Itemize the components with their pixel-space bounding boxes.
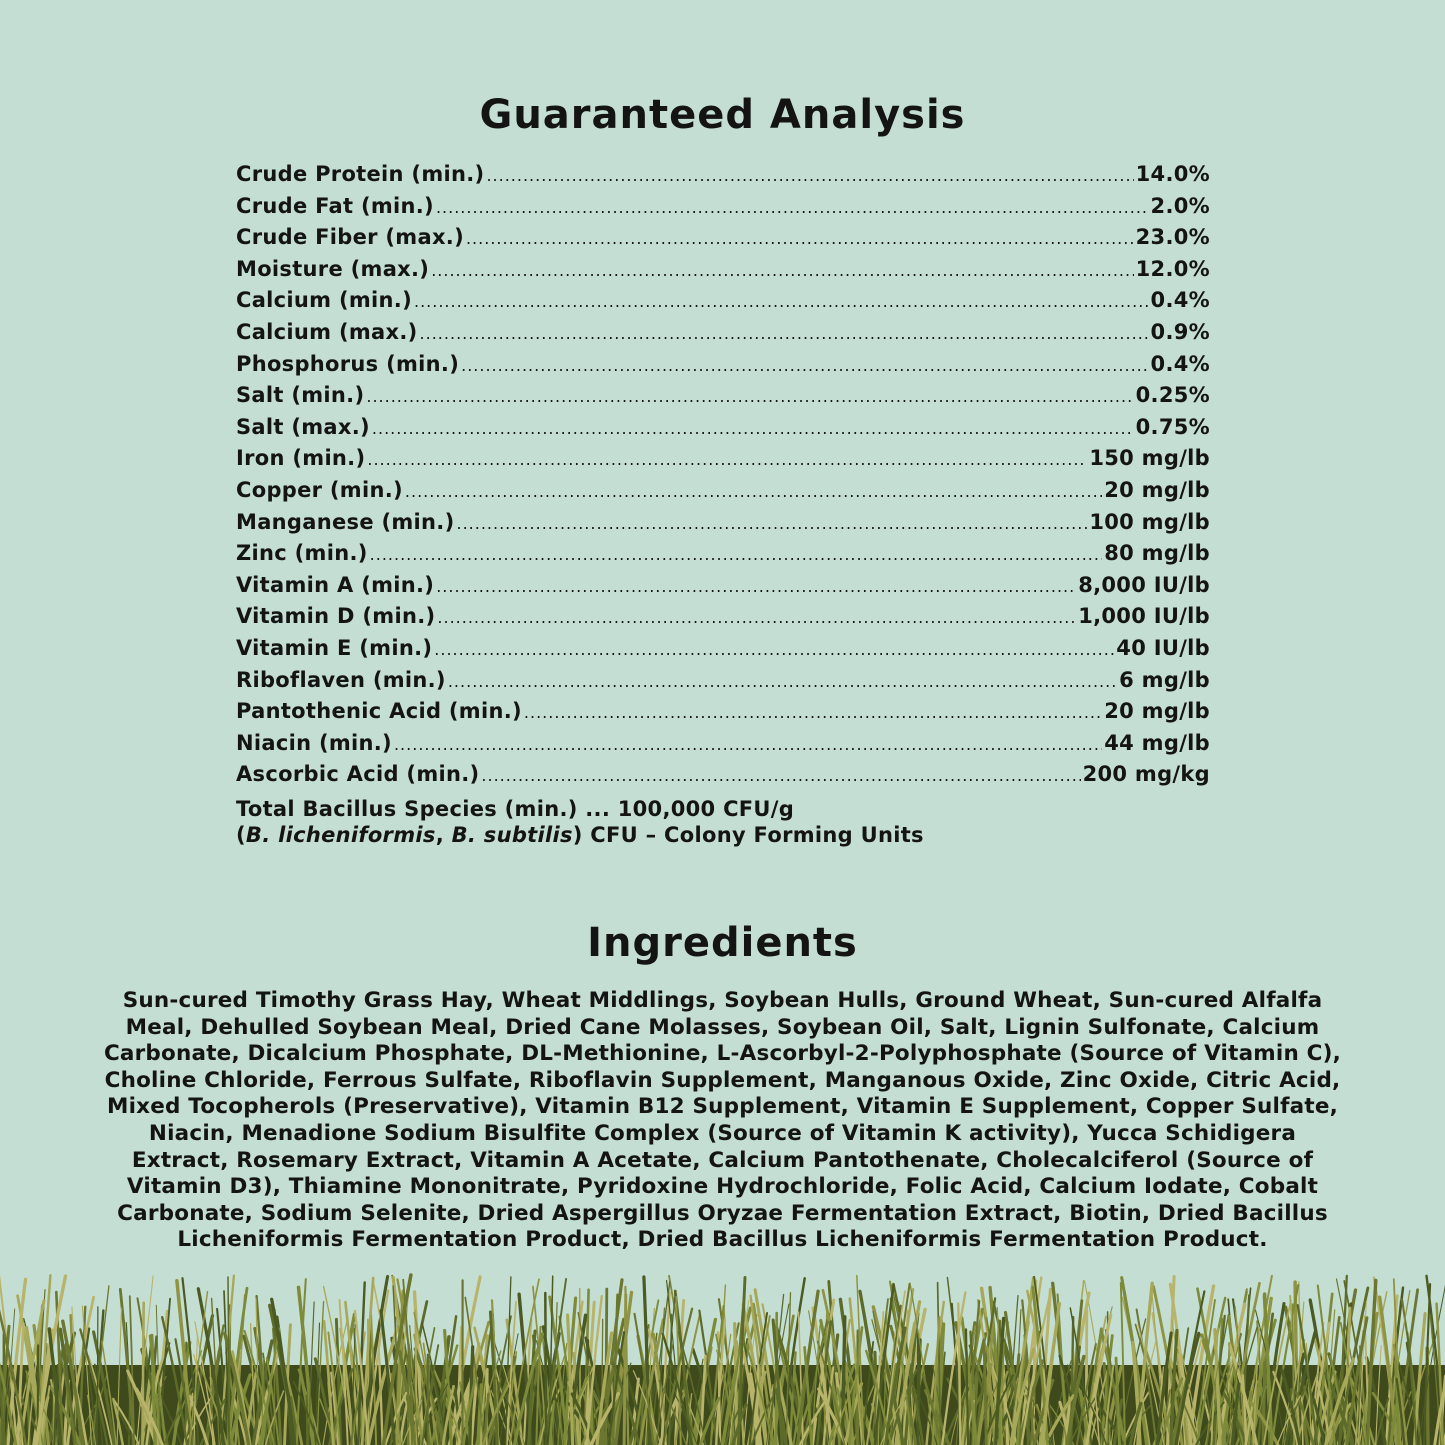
analysis-value: 6 mg/lb [1119, 667, 1210, 692]
dot-leader [456, 514, 1087, 533]
dot-leader [367, 450, 1087, 469]
analysis-row [236, 225, 1210, 257]
analysis-value: 0.4% [1150, 351, 1210, 376]
analysis-row [236, 257, 1210, 289]
analysis-row [236, 194, 1210, 226]
species-licheniformis: B. licheniformis [245, 822, 436, 847]
analysis-label: Copper (min.) [236, 477, 403, 502]
cfu-footnote [236, 822, 1210, 848]
analysis-row [236, 573, 1210, 605]
analysis-label: Pantothenic Acid (min.) [236, 699, 522, 724]
analysis-label: Phosphorus (min.) [236, 351, 460, 376]
footnote-sep: , [435, 822, 452, 847]
analysis-label: Moisture (max.) [236, 256, 430, 281]
bacillus-line: Total Bacillus Species (min.) ... 100,000 CFU/g [236, 796, 795, 821]
dot-leader [405, 482, 1102, 501]
analysis-row [236, 668, 1210, 700]
analysis-label: Crude Fiber (max.) [236, 225, 464, 250]
analysis-row [236, 541, 1210, 573]
species-subtilis: B. subtilis [451, 822, 573, 847]
analysis-row [236, 636, 1210, 668]
dot-leader [366, 387, 1133, 406]
analysis-label: Zinc (min.) [236, 541, 368, 566]
analysis-row [236, 383, 1210, 415]
analysis-value: 14.0% [1135, 162, 1210, 186]
dot-leader [372, 419, 1134, 438]
analysis-label: Vitamin A (min.) [236, 572, 435, 597]
analysis-row [236, 699, 1210, 731]
dot-leader [437, 608, 1076, 627]
dot-leader [486, 166, 1133, 185]
analysis-value: 0.9% [1150, 319, 1210, 344]
analysis-value: 20 mg/lb [1104, 699, 1210, 724]
dot-leader [461, 356, 1148, 375]
guaranteed-analysis-title: Guaranteed Analysis [479, 92, 966, 138]
bacillus-note [236, 796, 1210, 848]
analysis-value: 80 mg/lb [1104, 541, 1210, 566]
analysis-value: 1,000 IU/lb [1078, 604, 1210, 629]
analysis-row [236, 446, 1210, 478]
dot-leader [414, 292, 1149, 311]
analysis-row [236, 731, 1210, 763]
analysis-value: 2.0% [1150, 193, 1210, 218]
analysis-value: 23.0% [1135, 225, 1210, 250]
dot-leader [436, 198, 1149, 217]
dot-leader [370, 545, 1103, 564]
analysis-value: 8,000 IU/lb [1078, 572, 1210, 597]
analysis-row [236, 352, 1210, 384]
dot-leader [420, 324, 1149, 343]
dot-leader [448, 672, 1117, 691]
analysis-row [236, 162, 1210, 194]
analysis-value: 44 mg/lb [1104, 730, 1210, 755]
analysis-value: 0.25% [1135, 383, 1210, 408]
analysis-row [236, 762, 1210, 794]
analysis-label: Ascorbic Acid (min.) [236, 762, 480, 787]
analysis-label: Niacin (min.) [236, 730, 392, 755]
analysis-label: Iron (min.) [236, 446, 366, 471]
analysis-label: Vitamin D (min.) [236, 604, 436, 629]
analysis-label: Crude Fat (min.) [236, 193, 434, 218]
footnote-rest: ) CFU – Colony Forming Units [572, 822, 924, 847]
analysis-label: Riboflaven (min.) [236, 667, 446, 692]
analysis-label: Vitamin E (min.) [236, 635, 433, 660]
analysis-value: 0.75% [1135, 414, 1210, 439]
guaranteed-analysis-table [236, 162, 1210, 848]
analysis-value: 20 mg/lb [1104, 477, 1210, 502]
dot-leader [524, 703, 1102, 722]
dot-leader [434, 640, 1114, 659]
dot-leader [431, 261, 1133, 280]
analysis-row [236, 604, 1210, 636]
analysis-label: Salt (max.) [236, 414, 370, 439]
ingredients-title: Ingredients [587, 920, 858, 966]
ingredients-text: Sun-cured Timothy Grass Hay, Wheat Middlings, Soybean Hulls, Ground Wheat, Sun-cured Alfalfa Meal, Dehulled Soybean Meal, Dried Cane Molasses, Soybean Oil, Salt, Lignin Sulfonate, Calcium Carbonate, Dicalcium Phosphate, DL-Methionine, L-Ascorbyl-2-Polyphosphate (Source of Vitamin C), Choline Chloride, Ferrous Sulfate, Riboflavin Supplement, Manganous Oxide, Zinc Oxide, Citric Acid, Mixed Tocopherols (Preservative), Vitamin B12 Supplement, Vitamin E Supplement, Copper Sulfate, Niacin, Menadione Sodium Bisulfite Complex (Source of Vitamin K activity), Yucca Schidigera Extract, Rosemary Extract, Vitamin A Acetate, Calcium Pantothenate, Cholecalciferol (Source of Vitamin D3), Thiamine Mononitrate, Pyridoxine Hydrochloride, Folic Acid, Calcium Iodate, Cobalt Carbonate, Sodium Selenite, Dried Aspergillus Oryzae Fermentation Extract, Biotin, Dried Bacillus Licheniformis Fermentation Product, Dried Bacillus Licheniformis Fermentation Product. [103, 988, 1342, 1253]
analysis-value: 100 mg/lb [1089, 509, 1210, 534]
analysis-row [236, 478, 1210, 510]
analysis-label: Manganese (min.) [236, 509, 455, 534]
dot-leader [466, 229, 1134, 248]
analysis-row [236, 415, 1210, 447]
footnote-open: ( [236, 822, 246, 847]
analysis-value: 150 mg/lb [1089, 446, 1210, 471]
analysis-label: Salt (min.) [236, 383, 365, 408]
dot-leader [481, 766, 1080, 785]
analysis-label: Crude Protein (min.) [236, 162, 485, 186]
dot-leader [436, 577, 1076, 596]
analysis-value: 12.0% [1135, 256, 1210, 281]
analysis-value: 200 mg/kg [1082, 762, 1210, 787]
hay-grass-image [0, 1270, 1445, 1445]
analysis-label: Calcium (min.) [236, 288, 412, 313]
analysis-label: Calcium (max.) [236, 319, 418, 344]
analysis-row [236, 320, 1210, 352]
analysis-value: 40 IU/lb [1116, 635, 1210, 660]
dot-leader [394, 735, 1102, 754]
analysis-row [236, 510, 1210, 542]
analysis-row [236, 288, 1210, 320]
analysis-value: 0.4% [1150, 288, 1210, 313]
